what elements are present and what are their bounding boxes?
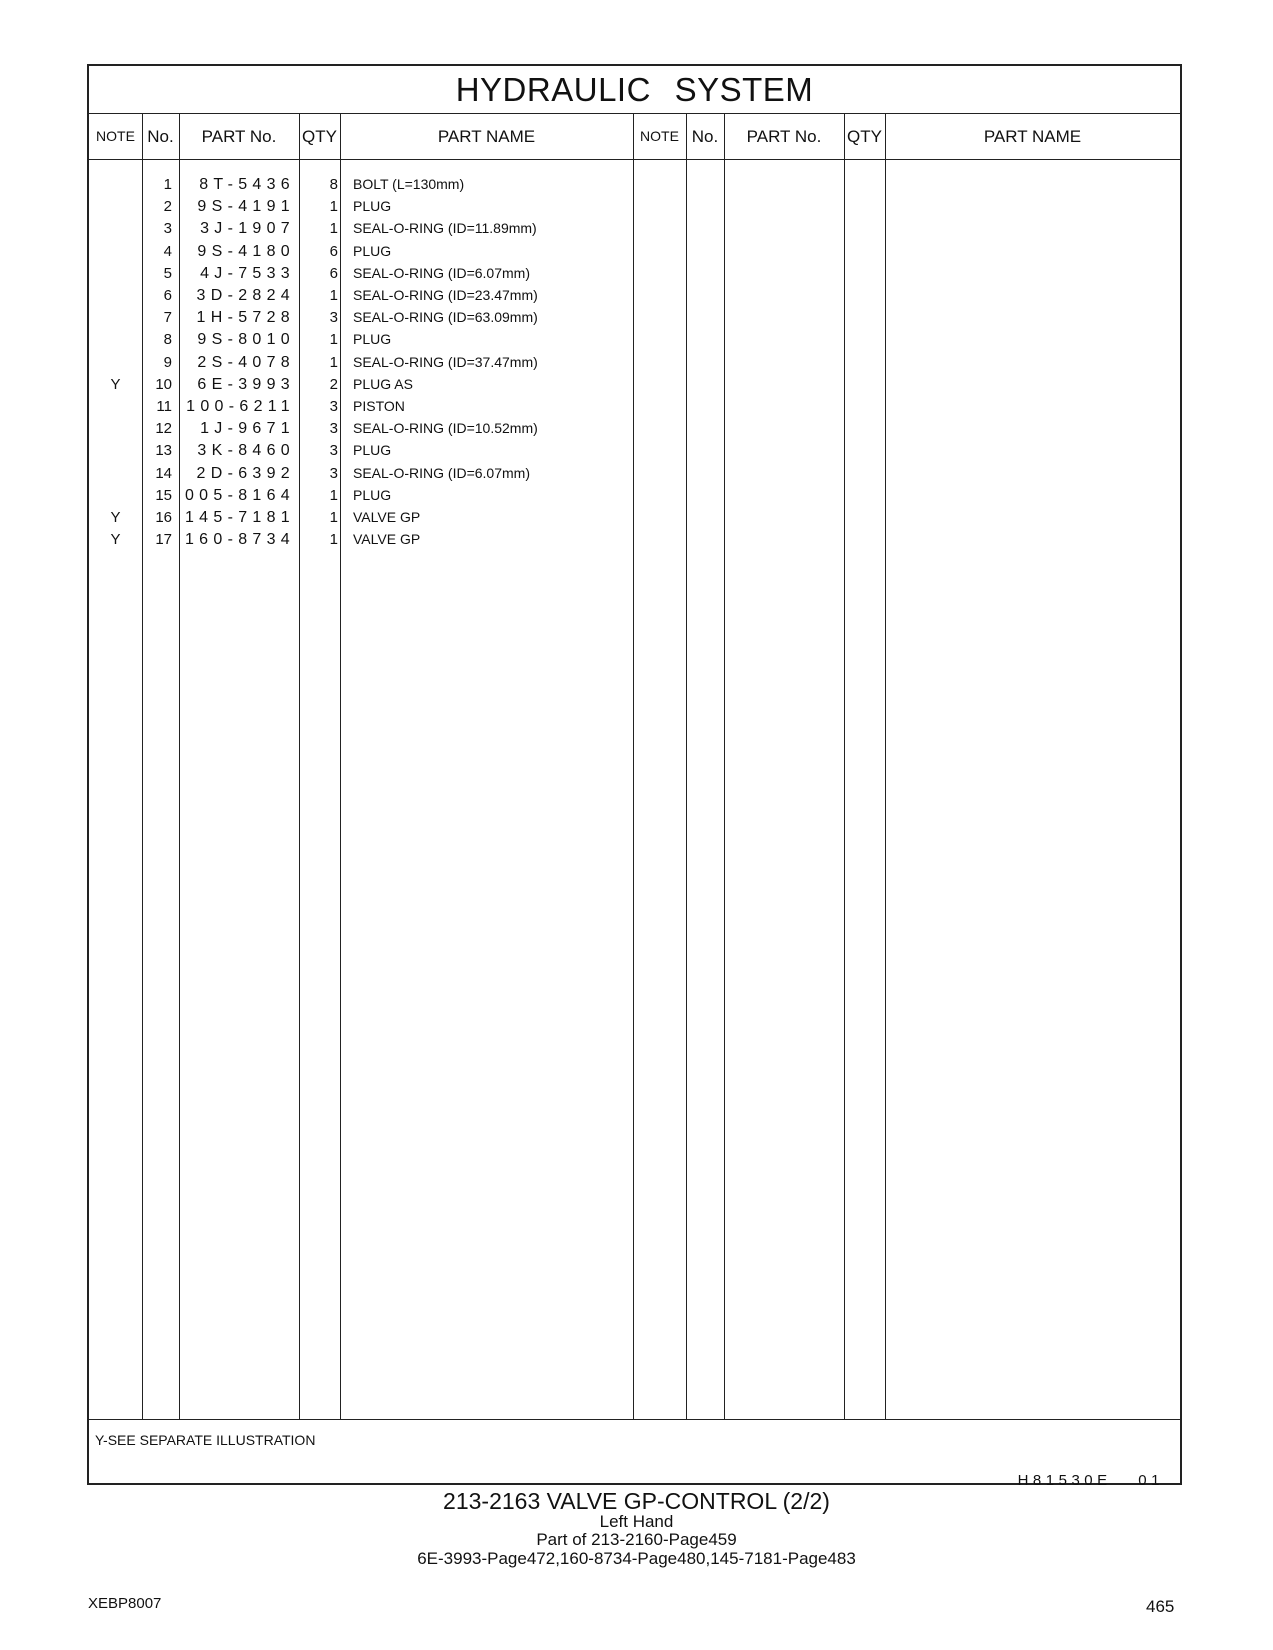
- quantity-cell: 6: [329, 242, 338, 260]
- table-row: [89, 243, 649, 266]
- part-number-cell: 3K-8460: [197, 442, 295, 460]
- quantity-cell: 8: [329, 176, 338, 193]
- column-divider: [885, 113, 886, 1420]
- header-qty-left: QTY: [299, 113, 340, 160]
- table-row: [89, 376, 649, 399]
- caption-side: Left Hand: [599, 1512, 674, 1531]
- section-title: HYDRAULIC SYSTEM: [89, 66, 1180, 114]
- quantity-cell: 1: [329, 331, 338, 349]
- quantity-cell: 1: [329, 531, 338, 549]
- quantity-cell: 3: [329, 398, 338, 415]
- table-row: [89, 220, 649, 243]
- part-number-cell: 160-8734: [184, 531, 295, 549]
- part-name-cell: SEAL-O-RING (ID=63.09mm): [353, 309, 538, 326]
- item-number-cell: 2: [163, 198, 172, 216]
- table-row: [89, 509, 649, 532]
- note-cell: Y: [110, 509, 121, 526]
- part-name-cell: PLUG: [353, 242, 392, 259]
- part-name-cell: SEAL-O-RING (ID=6.07mm): [353, 264, 530, 281]
- header-part-name-right: PART NAME: [885, 113, 1180, 160]
- quantity-cell: 3: [329, 420, 338, 438]
- footer-divider: [89, 1419, 1180, 1420]
- header-part-name-left: PART NAME: [340, 113, 633, 160]
- table-row: [89, 420, 649, 443]
- note-cell: Y: [110, 375, 121, 393]
- document-id: XEBP8007: [88, 1595, 162, 1612]
- reference-code: H81530E 01: [1017, 1472, 1164, 1489]
- item-number-cell: 15: [155, 486, 172, 504]
- quantity-cell: 1: [329, 287, 338, 304]
- note-legend: Y-SEE SEPARATE ILLUSTRATION: [95, 1432, 316, 1448]
- table-row: [89, 176, 649, 199]
- part-name-cell: SEAL-O-RING (ID=37.47mm): [353, 353, 538, 370]
- quantity-cell: 1: [329, 486, 338, 504]
- part-name-cell: PISTON: [353, 398, 405, 414]
- part-name-cell: SEAL-O-RING (ID=10.52mm): [353, 420, 538, 437]
- quantity-cell: 1: [329, 353, 338, 371]
- quantity-cell: 1: [329, 198, 338, 216]
- table-row: [89, 265, 649, 288]
- item-number-cell: 7: [163, 309, 172, 327]
- part-number-cell: 9S-8010: [197, 331, 295, 349]
- part-number-cell: 2D-6392: [196, 464, 295, 482]
- header-part-no-right: PART No.: [724, 113, 844, 160]
- table-row: [89, 198, 649, 221]
- part-name-cell: PLUG: [353, 442, 392, 459]
- quantity-cell: 3: [329, 309, 338, 327]
- column-divider: [724, 113, 725, 1420]
- item-number-cell: 13: [155, 442, 172, 460]
- part-number-cell: 2S-4078: [197, 353, 295, 371]
- quantity-cell: 3: [329, 464, 338, 482]
- parts-table-frame: [87, 64, 1182, 1489]
- column-divider: [844, 113, 845, 1420]
- part-number-cell: 6E-3993: [197, 375, 295, 393]
- caption-part-of: Part of 213-2160-Page459: [536, 1530, 737, 1549]
- header-qty-right: QTY: [844, 113, 885, 160]
- item-number-cell: 4: [163, 242, 172, 260]
- part-number-cell: 145-7181: [184, 509, 295, 526]
- part-number-cell: 100-6211: [186, 398, 295, 415]
- part-name-cell: PLUG AS: [353, 375, 413, 392]
- quantity-cell: 1: [329, 220, 338, 238]
- table-row: [89, 487, 649, 510]
- quantity-cell: 2: [329, 375, 338, 393]
- table-row: [89, 309, 649, 332]
- part-number-cell: 1H-5728: [196, 309, 295, 327]
- part-name-cell: PLUG: [353, 331, 392, 348]
- part-number-cell: 005-8164: [184, 486, 295, 504]
- quantity-cell: 6: [329, 264, 338, 282]
- caption-title: 213-2163 VALVE GP-CONTROL (2/2): [443, 1488, 830, 1514]
- part-name-cell: PLUG: [353, 486, 392, 503]
- item-number-cell: 8: [163, 331, 172, 349]
- item-number-cell: 12: [155, 420, 172, 438]
- caption-page-refs: 6E-3993-Page472,160-8734-Page480,145-7181-Page483: [417, 1549, 856, 1568]
- item-number-cell: 5: [163, 264, 172, 282]
- table-row: [89, 442, 649, 465]
- part-number-cell: 9S-4180: [197, 242, 295, 260]
- item-number-cell: 16: [155, 509, 172, 526]
- part-number-cell: 1J-9671: [200, 420, 295, 438]
- header-part-no-left: PART No.: [179, 113, 299, 160]
- part-number-cell: 3J-1907: [200, 220, 295, 238]
- part-name-cell: BOLT (L=130mm): [353, 176, 465, 192]
- part-number-cell: 8T-5436: [199, 176, 295, 193]
- header-note-left: NOTE: [89, 113, 142, 160]
- part-number-cell: 9S-4191: [197, 198, 295, 216]
- part-number-cell: 4J-7533: [200, 264, 295, 282]
- part-name-cell: SEAL-O-RING (ID=6.07mm): [353, 464, 530, 481]
- header-note-right: NOTE: [633, 113, 686, 160]
- table-row: [89, 531, 649, 554]
- quantity-cell: 1: [329, 509, 338, 526]
- quantity-cell: 3: [329, 442, 338, 460]
- item-number-cell: 3: [163, 220, 172, 238]
- item-number-cell: 17: [155, 531, 172, 549]
- note-cell: Y: [110, 531, 121, 549]
- item-number-cell: 11: [156, 398, 172, 415]
- column-divider: [686, 113, 687, 1420]
- table-row: [89, 465, 649, 488]
- page-number: 465: [1146, 1597, 1175, 1616]
- part-name-cell: VALVE GP: [353, 531, 421, 548]
- item-number-cell: 10: [155, 375, 172, 393]
- header-no-right: No.: [686, 113, 724, 160]
- item-number-cell: 1: [163, 176, 172, 193]
- table-row: [89, 398, 649, 421]
- part-name-cell: VALVE GP: [353, 509, 421, 525]
- item-number-cell: 9: [163, 353, 172, 371]
- table-row: [89, 331, 649, 354]
- header-no-left: No.: [142, 113, 179, 160]
- table-row: [89, 287, 649, 310]
- item-number-cell: 14: [155, 464, 172, 482]
- part-name-cell: SEAL-O-RING (ID=11.89mm): [353, 220, 537, 237]
- item-number-cell: 6: [163, 287, 172, 304]
- table-row: [89, 354, 649, 377]
- part-number-cell: 3D-2824: [196, 287, 295, 304]
- part-name-cell: PLUG: [353, 198, 392, 215]
- part-name-cell: SEAL-O-RING (ID=23.47mm): [353, 287, 538, 303]
